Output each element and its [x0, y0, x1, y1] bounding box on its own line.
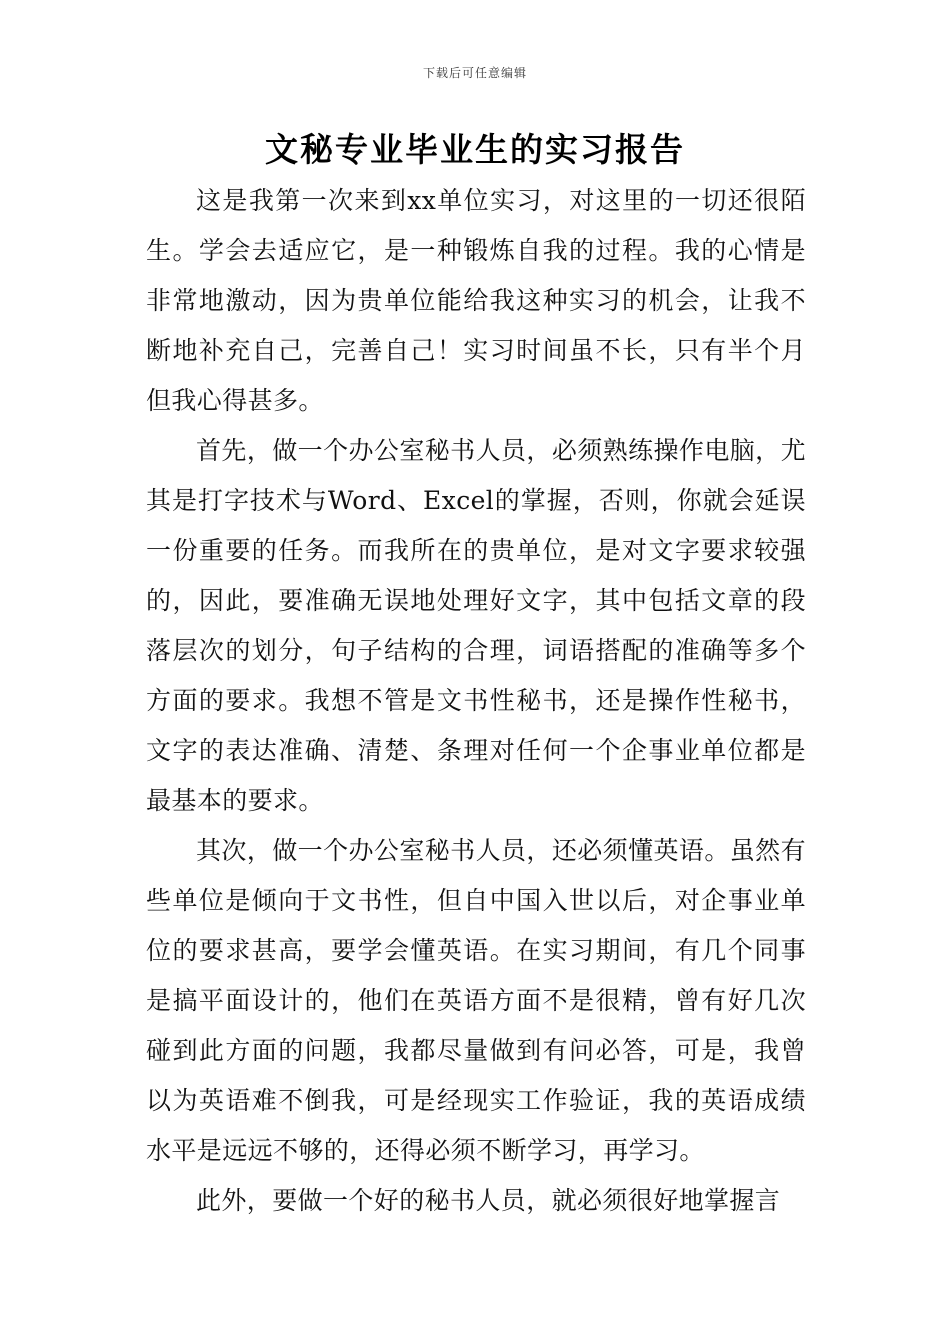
paragraph-1: 这是我第一次来到xx单位实习，对这里的一切还很陌生。学会去适应它，是一种锻炼自我的过程。我的心情是非常地激动，因为贵单位能给我这种实习的机会，让我不断地补充自己，完善自己！实习时间虽不长，只有半个月但我心得甚多。 — [146, 186, 806, 415]
paragraph-4: 此外，要做一个好的秘书人员，就必须很好地掌握言 — [196, 1186, 781, 1215]
paragraph-3: 其次，做一个办公室秘书人员，还必须懂英语。虽然有些单位是倾向于文书性，但自中国入世以后，对企事业单位的要求甚高，要学会懂英语。在实习期间，有几个同事是搞平面设计的，他们在英语方面不是很精，曾有好几次碰到此方面的问题，我都尽量做到有问必答，可是，我曾以为英语难不倒我，可是经现实工作验证，我的英语成绩水平是远远不够的，还得必须不断学习，再学习。 — [146, 836, 806, 1165]
document-body — [146, 176, 806, 1226]
paragraph-2: 首先，做一个办公室秘书人员，必须熟练操作电脑，尤其是打字技术与Word、Excel的掌握，否则，你就会延误一份重要的任务。而我所在的贵单位，是对文字要求较强的，因此，要准确无误地处理好文字，其中包括文章的段落层次的划分，句子结构的合理，词语搭配的准确等多个方面的要求。我想不管是文书性秘书，还是操作性秘书，文字的表达准确、清楚、条理对任何一个企事业单位都是最基本的要求。 — [146, 436, 806, 815]
header-note: 下载后可任意编辑 — [422, 66, 527, 80]
document-title: 文秘专业毕业生的实习报告 — [265, 130, 685, 169]
